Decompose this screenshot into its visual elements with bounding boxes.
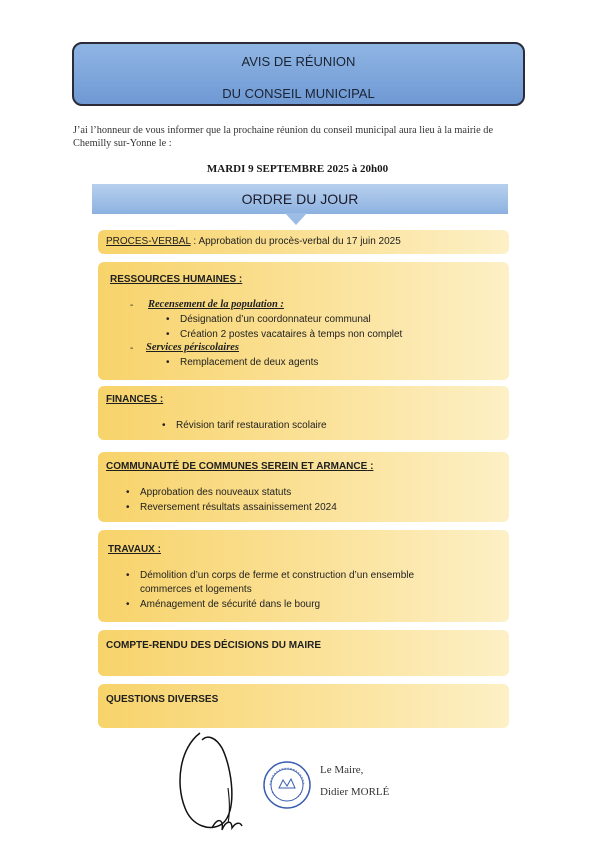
finances-item-1: • Révision tarif restauration scolaire	[162, 420, 327, 431]
title-line-2: DU CONSEIL MUNICIPAL	[222, 86, 375, 101]
cc-item-2: • Reversement résultats assainissement 2024	[126, 502, 337, 513]
signature-name: Didier MORLÉ	[320, 786, 390, 798]
travaux-item-1: • Démolition d’un corps de ferme et construction d’un ensemble	[126, 570, 415, 581]
dash-marker: -	[130, 343, 134, 354]
agenda-item-finances	[98, 386, 509, 440]
dash-marker: -	[130, 300, 134, 311]
travaux-title: TRAVAUX :	[108, 544, 161, 555]
pv-title: PROCES-VERBAL	[106, 236, 191, 247]
finances-title: FINANCES :	[106, 394, 164, 405]
agenda-item-travaux	[98, 530, 509, 622]
agenda-title: ORDRE DU JOUR	[241, 191, 359, 207]
cc-title: COMMUNAUTÉ DE COMMUNES SEREIN ET ARMANCE :	[106, 461, 374, 472]
cr-title: COMPTE-RENDU DES DÉCISIONS DU MAIRE	[106, 640, 322, 651]
pv-text: : Approbation du procès-verbal du 17 juin 2025	[190, 236, 401, 247]
down-arrow-icon	[285, 213, 307, 225]
travaux-item-2: • Aménagement de sécurité dans le bourg	[126, 599, 321, 610]
signature-role: Le Maire,	[320, 764, 364, 776]
intro-text: J’ai l’honneur de vous informer que la prochaine réunion du conseil municipal aura lieu à la mairie de Chemilly sur-Yonne le :	[73, 125, 494, 149]
rh-item-3: • Remplacement de deux agents	[166, 357, 319, 368]
agenda-title-bar	[92, 184, 508, 214]
pv-line	[106, 236, 401, 247]
rh-item-2: • Création 2 postes vacataires à temps non complet	[166, 329, 403, 340]
rh-sub-recensement: Recensement de la population :	[148, 299, 284, 310]
cc-item-1: • Approbation des nouveaux statuts	[126, 487, 292, 498]
agenda-item-proces-verbal	[98, 230, 509, 254]
rh-item-1: • Désignation d’un coordonnateur communal	[166, 314, 371, 325]
title-line-1: AVIS DE RÉUNION	[241, 54, 356, 69]
agenda-item-communaute-de-communes	[98, 452, 509, 522]
qd-title: QUESTIONS DIVERSES	[106, 694, 219, 705]
travaux-item-1-cont: commerces et logements	[140, 584, 252, 595]
agenda-item-compte-rendu	[98, 630, 509, 676]
agenda-item-questions-diverses	[98, 684, 509, 728]
rh-sub-periscolaires: Services périscolaires	[146, 342, 240, 353]
municipal-seal-icon	[262, 760, 312, 810]
handwritten-signature	[170, 728, 260, 838]
agenda-item-ressources-humaines	[98, 262, 509, 380]
rh-title: RESSOURCES HUMAINES :	[110, 274, 243, 285]
title-box	[72, 42, 525, 106]
meeting-date: MARDI 9 SEPTEMBRE 2025 à 20h00	[206, 163, 389, 175]
